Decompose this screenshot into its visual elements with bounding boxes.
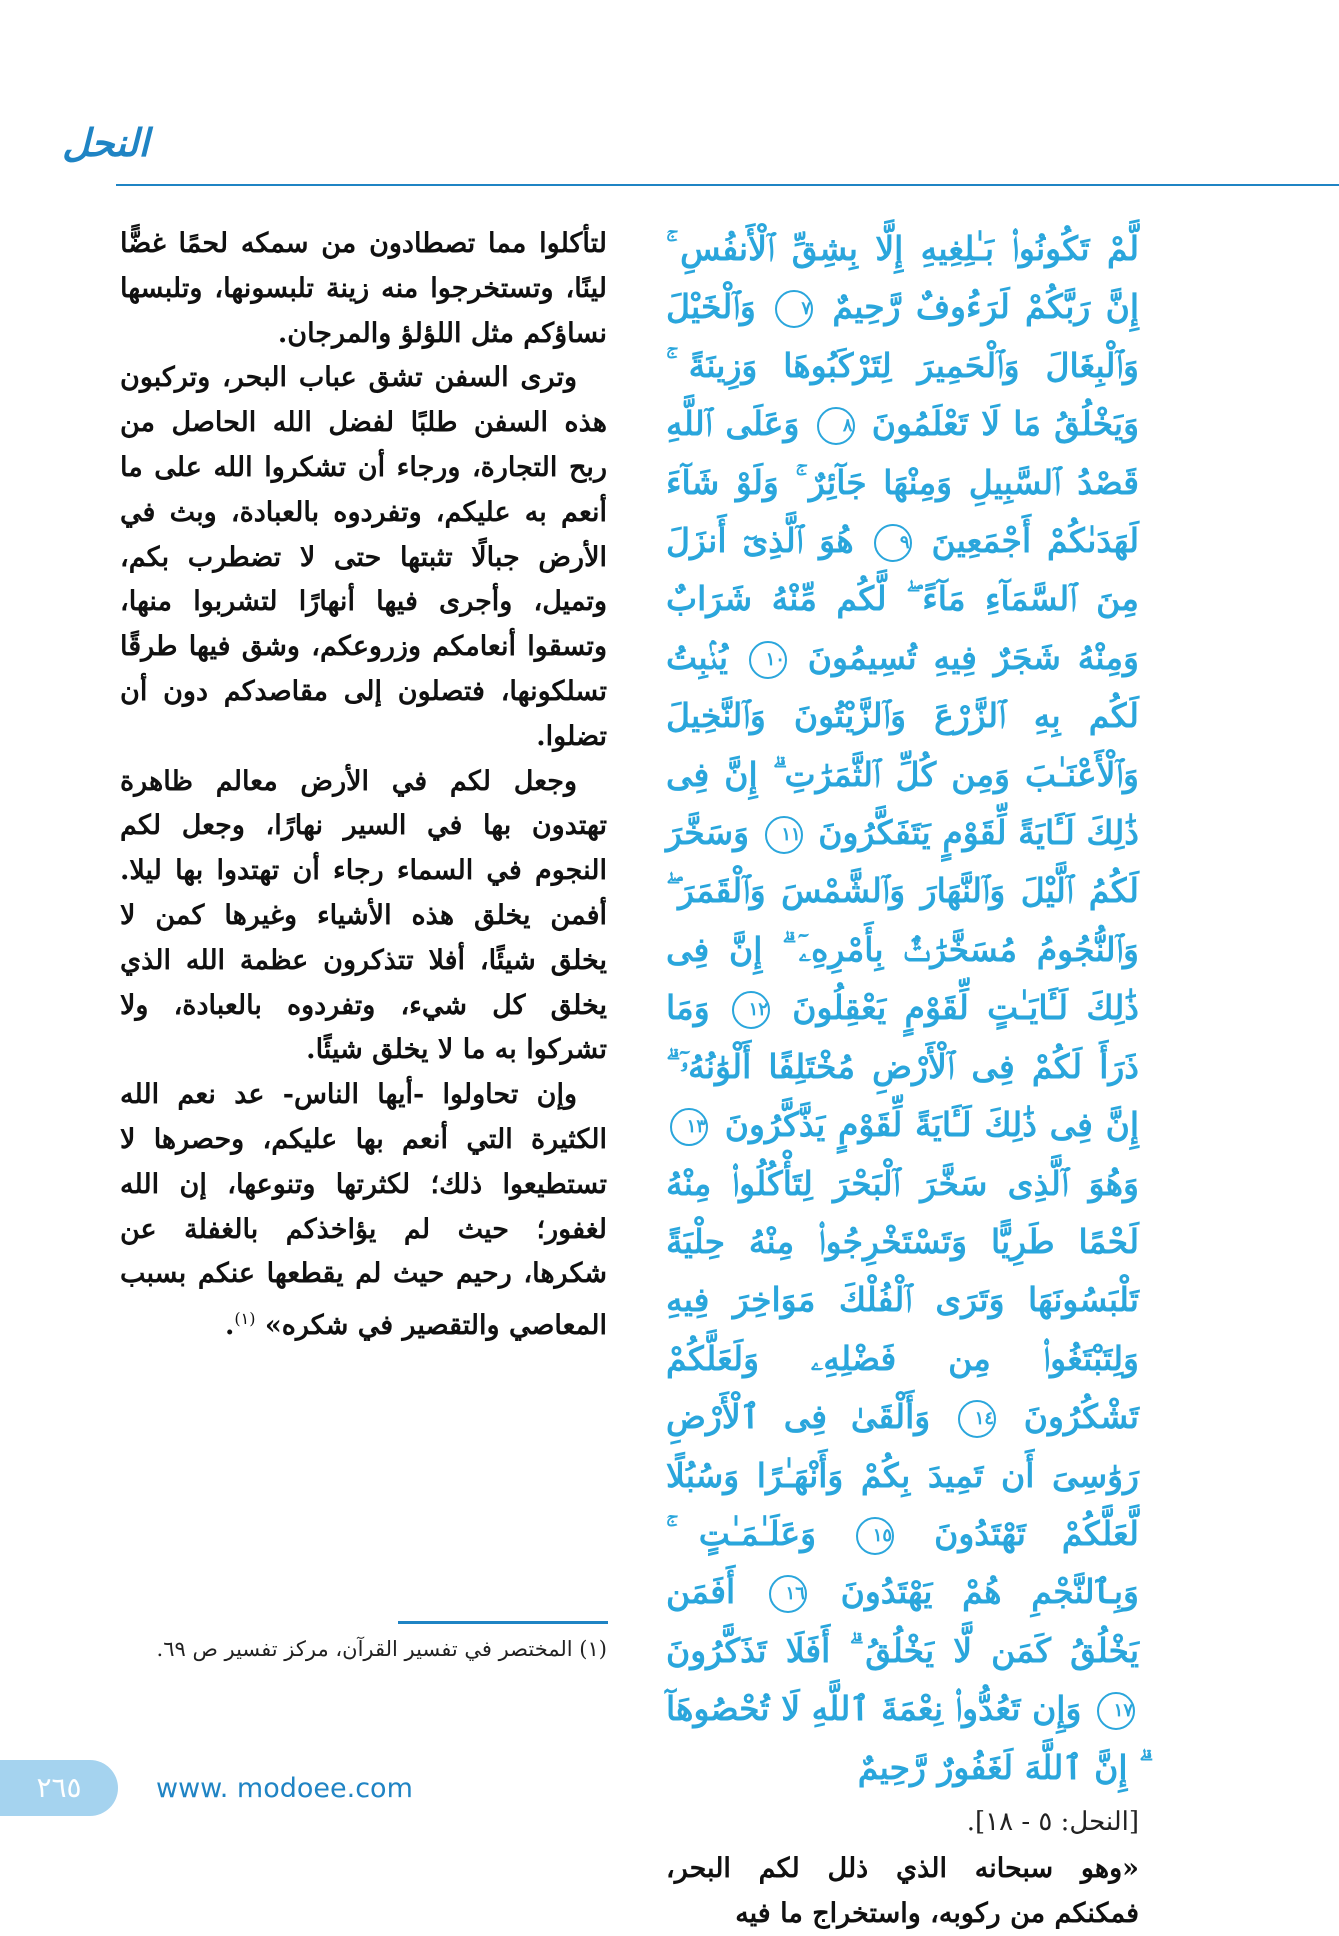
tafsir-intro: «وهو سبحانه الذي ذلل لكم البحر، فمكنكم من ركوبه، واستخراج ما فيه <box>666 1852 1139 1929</box>
verse-line: وَأَلْقَىٰ فِى <box>783 1397 931 1437</box>
verse-marker-11: ١١ <box>765 816 803 854</box>
verse-line: لَّعَلَّكُمْ تَهْتَدُونَ <box>934 1513 1139 1553</box>
verse-marker-17: ١٧ <box>1097 1692 1135 1730</box>
commentary-paragraph-1: لتأكلوا مما تصطادون من سمكه لحمًا غضًّا لينًا، وتستخرجوا منه زينة تلبسونها، وتلبسها نساؤكم مثل اللؤلؤ والمرجان. <box>120 228 607 349</box>
verse-line: وَتَسْتَخْرِجُوا۟ مِنْهُ حِلْيَةً تَلْبَسُونَهَا وَتَرَى <box>666 1221 1139 1320</box>
verse-marker-9: ٩ <box>874 524 912 562</box>
commentary-paragraph-2: وترى السفن تشق عباب البحر، وتركبون هذه السفن طلبًا لفضل الله الحاصل من ربح التجارة، ورجاء أن تشكروا الله على ما أنعم به عليكم، وتفردوه بالعبادة، وبث في الأرض جبالًا تثبتها حتى لا تضطرب بكم، وتميل، وأجرى فيها أنهارًا لتشربوا منها، وتسقوا أنعامكم وزروعكم، وشق فيها طرقًا تسلكونها، فتصلون إلى مقاصدكم دون أن تضلوا. <box>120 362 607 752</box>
verse-marker-12: ١٢ <box>732 991 770 1029</box>
quran-verses <box>666 220 1139 1797</box>
verse-line: رَبَّكُمْ لَرَءُوفٌ رَّحِيمٌ <box>832 287 1091 327</box>
header-divider <box>116 184 1339 186</box>
verse-line: وَعَلَى ٱللَّهِ قَصْدُ ٱلسَّبِيلِ وَمِنْهَا <box>666 404 1139 502</box>
verse-marker-16: ١٦ <box>769 1575 807 1613</box>
verse-marker-13: ١٣ <box>670 1108 708 1146</box>
verse-line: هُوَ ٱلَّذِىٓ أَنزَلَ مِنَ ٱلسَّمَآءِ مَآءً ۖ لَّكُم مِّنْهُ <box>666 521 1139 619</box>
commentary-paragraph-4 <box>120 1073 607 1349</box>
verse-marker-8: ٨ <box>817 407 855 445</box>
footnote: (١) المختصر في تفسير القرآن، مركز تفسير ص ٦٩. <box>156 1637 607 1661</box>
verse-line: وَمَا ذَرَأَ لَكُمْ <box>666 988 1139 1086</box>
verse-line: هُمْ يَهْتَدُونَ <box>840 1572 1002 1612</box>
verse-line: يُنۢبِتُ لَكُم بِهِ ٱلزَّرْعَ وَٱلزَّيْتُونَ وَٱلنَّخِيلَ <box>666 637 1139 736</box>
verse-line: سَخَّرَ ٱلْبَحْرَ لِتَأْكُلُوا۟ مِنْهُ لَحْمًا طَرِيًّا <box>666 1163 1139 1261</box>
verse-marker-15: ١٥ <box>856 1517 894 1555</box>
verse-line: فِى ٱلْأَرْضِ مُخْتَلِفًا أَلْوَٰنُهُۥٓ ۗ إِنَّ فِى ذَٰلِكَ <box>666 1046 1139 1145</box>
page-number: ٢٦٥ <box>0 1760 118 1816</box>
verse-line: فَضْلِهِۦ وَلَعَلَّكُمْ تَشْكُرُونَ <box>666 1338 1139 1437</box>
verse-line: لَـَٔايَةً لِّقَوْمٍ يَذَّكَّرُونَ <box>724 1105 972 1145</box>
verse-line: وَٱلنُّجُومُ مُسَخَّرَٰتٌۢ بِأَمْرِهِۦٓ ۗ إِنَّ فِى ذَٰلِكَ <box>666 929 1139 1028</box>
verse-marker-10: ١٠ <box>749 641 787 679</box>
verse-reference: [النحل: ٥ - ١٨]. <box>966 1806 1139 1837</box>
verse-line: جَآئِرٌ ۚ وَلَوْ شَآءَ لَهَدَىٰكُمْ أَجْمَعِينَ <box>666 462 1140 561</box>
verse-marker-7: ٧ <box>775 290 813 328</box>
footnote-reference[interactable]: (١) <box>234 1309 256 1329</box>
verse-line: أَفَمَن يَخْلُقُ كَمَن لَّا يَخْلُقُ ۗ أَفَلَا <box>666 1572 1139 1670</box>
verse-line: وَٱلْخَيْلَ وَٱلْبِغَالَ <box>666 287 1139 385</box>
verse-line: وَإِن تَعُدُّوا۟ نِعْمَةَ ٱللَّهِ لَا <box>781 1689 1082 1729</box>
verse-line: ٱلْفُلْكَ مَوَاخِرَ فِيهِ وَلِتَبْتَغُوا۟ مِن <box>666 1280 1139 1378</box>
verse-line: وَعَلَـٰمَـٰتٍ ۚ وَبِٱلنَّجْمِ <box>666 1513 1139 1612</box>
verse-line: لَـَٔايَـٰتٍ لِّقَوْمٍ يَعْقِلُونَ <box>792 988 1069 1028</box>
verse-line: تَذَكَّرُونَ <box>666 1630 767 1670</box>
verse-line: ٱلْأَرْضِ رَوَٰسِىَ أَن تَمِيدَ بِكُمْ وَأَنْهَـٰرًا وَسُبُلًا <box>666 1397 1139 1495</box>
verse-line: وَٱلْأَعْنَـٰبَ وَمِن كُلِّ ٱلثَّمَرَٰتِ ۗ إِنَّ فِى ذَٰلِكَ <box>666 754 1139 853</box>
paragraph-end: . <box>224 1310 235 1342</box>
verse-line: لَكُمُ ٱلَّيْلَ وَٱلنَّهَارَ وَٱلشَّمْسَ وَٱلْقَمَرَ ۖ <box>666 871 1139 911</box>
footnote-divider <box>398 1621 608 1624</box>
verse-line: شَرَابٌ وَمِنْهُ شَجَرٌ فِيهِ تُسِيمُونَ <box>666 579 1139 677</box>
commentary-paragraph-3: وجعل لكم في الأرض معالم ظاهرة تهتدون بها في السير نهارًا، وجعل لكم النجوم في السماء رجاء أن تهتدوا بها ليلا. أفمن يخلق هذه الأشياء وغيرها كمن لا يخلق شيئًا، أفلا تتذكرون عظمة الله الذي يخلق كل شيء، وتفردوه بالعبادة، ولا تشركوا به ما لا يخلق شيئًا. <box>120 765 607 1066</box>
commentary-paragraph-4-text: وإن تحاولوا -أيها الناس- عد نعم الله الكثيرة التي أنعم بها عليكم، وحصرها لا تستطيعوا ذلك؛ لكثرتها وتنوعها، إن الله لغفور؛ حيث لم يؤاخذكم بالغفلة عن شكرها، رحيم حيث لم يقطعها عنكم بسبب المعاصي والتقصير في شكره» <box>120 1079 607 1342</box>
website-link[interactable]: www. modoee.com <box>156 1773 413 1804</box>
verse-line: وَٱلْحَمِيرَ لِتَرْكَبُوهَا وَزِينَةً ۚ وَيَخْلُقُ مَا لَا <box>666 345 1140 444</box>
verse-marker-14: ١٤ <box>958 1400 996 1438</box>
verse-line: لَـَٔايَةً لِّقَوْمٍ يَتَفَكَّرُونَ <box>818 813 1075 853</box>
commentary-column <box>120 222 607 1349</box>
surah-title: النحل <box>62 120 149 165</box>
verse-line: وَسَخَّرَ <box>666 813 750 853</box>
verse-line: لَّمْ تَكُونُوا۟ بَـٰلِغِيهِ إِلَّا بِشِقِّ ٱلْأَنفُسِ ۚ إِنَّ <box>666 229 1140 327</box>
verse-line: تُحْصُوهَآ ۗ إِنَّ ٱللَّهَ لَغَفُورٌ رَّحِيمٌ <box>666 1689 1139 1787</box>
verse-line: تَعْلَمُونَ <box>871 404 969 444</box>
quran-column <box>666 220 1139 1936</box>
verse-line: وَهُوَ ٱلَّذِى <box>1007 1163 1139 1203</box>
